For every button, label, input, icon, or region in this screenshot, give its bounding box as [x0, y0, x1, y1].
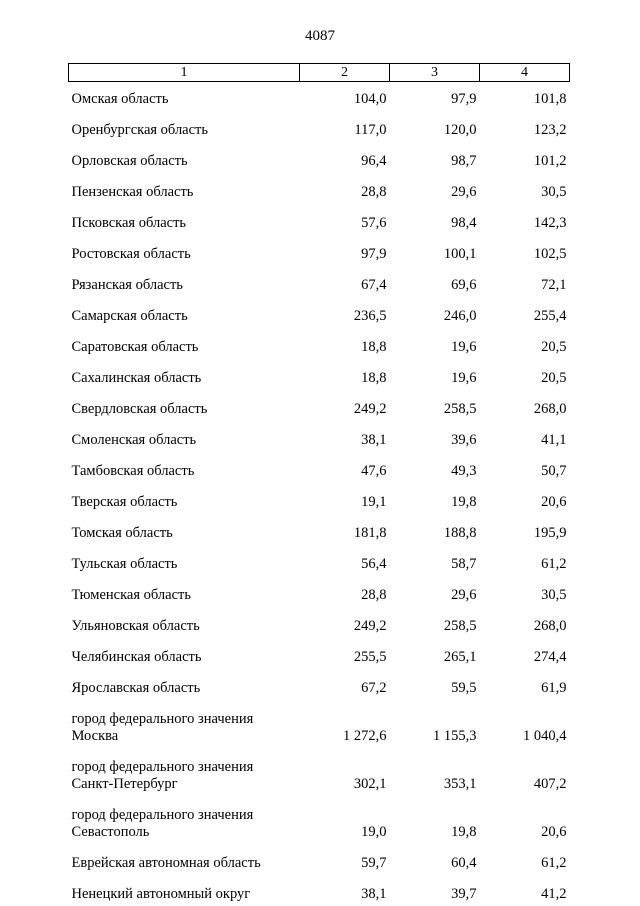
- table-row: [69, 235, 570, 266]
- value-cell-col3: 59,5: [390, 669, 480, 700]
- value-cell-col4: 1 040,4: [480, 700, 570, 748]
- region-name-cell: [69, 700, 300, 748]
- value-cell-col2: 19,0: [300, 796, 390, 844]
- table-row: [69, 266, 570, 297]
- value-cell-col4: 101,2: [480, 142, 570, 173]
- value-cell-col2: 57,6: [300, 204, 390, 235]
- region-name-line: Смоленская область: [72, 432, 300, 449]
- column-header-3: 3: [390, 64, 480, 82]
- value-cell-col2: 19,1: [300, 483, 390, 514]
- value-cell-col4: 30,5: [480, 173, 570, 204]
- region-name-line: Москва: [72, 728, 300, 745]
- page-number: 4087: [0, 28, 640, 45]
- value-cell-col3: 97,9: [390, 82, 480, 112]
- value-cell-col2: 59,7: [300, 844, 390, 875]
- value-cell-col4: 20,6: [480, 796, 570, 844]
- column-header-4: 4: [480, 64, 570, 82]
- region-name-cell: [69, 576, 300, 607]
- table-row: [69, 514, 570, 545]
- value-cell-col2: 181,8: [300, 514, 390, 545]
- value-cell-col4: 50,7: [480, 452, 570, 483]
- value-cell-col4: 123,2: [480, 111, 570, 142]
- region-name-line: Сахалинская область: [72, 370, 300, 387]
- table-row: [69, 173, 570, 204]
- value-cell-col2: 47,6: [300, 452, 390, 483]
- region-name-cell: [69, 390, 300, 421]
- region-name-cell: [69, 266, 300, 297]
- value-cell-col3: 1 155,3: [390, 700, 480, 748]
- region-name-line: город федерального значения: [72, 807, 300, 824]
- column-header-2: 2: [300, 64, 390, 82]
- region-name-line: город федерального значения: [72, 711, 300, 728]
- value-cell-col4: 407,2: [480, 748, 570, 796]
- region-name-cell: [69, 235, 300, 266]
- value-cell-col4: 72,1: [480, 266, 570, 297]
- region-name-cell: [69, 875, 300, 906]
- value-cell-col2: 67,2: [300, 669, 390, 700]
- value-cell-col3: 60,4: [390, 844, 480, 875]
- value-cell-col2: 38,1: [300, 421, 390, 452]
- value-cell-col4: 268,0: [480, 390, 570, 421]
- value-cell-col3: 100,1: [390, 235, 480, 266]
- region-name-line: Челябинская область: [72, 649, 300, 666]
- value-cell-col4: 255,4: [480, 297, 570, 328]
- table-row: [69, 204, 570, 235]
- value-cell-col3: 258,5: [390, 607, 480, 638]
- region-name-cell: [69, 796, 300, 844]
- region-name-cell: [69, 514, 300, 545]
- region-name-cell: [69, 111, 300, 142]
- value-cell-col4: 41,1: [480, 421, 570, 452]
- table-row: [69, 421, 570, 452]
- table-row: [69, 545, 570, 576]
- table-row: [69, 328, 570, 359]
- region-name-cell: [69, 359, 300, 390]
- value-cell-col3: 49,3: [390, 452, 480, 483]
- table-row: [69, 359, 570, 390]
- table-row: [69, 607, 570, 638]
- value-cell-col4: 61,9: [480, 669, 570, 700]
- value-cell-col3: 19,8: [390, 796, 480, 844]
- table-row: [69, 875, 570, 906]
- region-name-line: Саратовская область: [72, 339, 300, 356]
- value-cell-col2: 117,0: [300, 111, 390, 142]
- value-cell-col2: 18,8: [300, 359, 390, 390]
- value-cell-col3: 246,0: [390, 297, 480, 328]
- value-cell-col2: 255,5: [300, 638, 390, 669]
- value-cell-col3: 353,1: [390, 748, 480, 796]
- region-name-line: Рязанская область: [72, 277, 300, 294]
- region-name-line: Тверская область: [72, 494, 300, 511]
- region-name-cell: [69, 142, 300, 173]
- region-name-cell: [69, 173, 300, 204]
- region-name-line: Пензенская область: [72, 184, 300, 201]
- value-cell-col3: 39,7: [390, 875, 480, 906]
- column-header-1: 1: [69, 64, 300, 82]
- region-name-cell: [69, 204, 300, 235]
- value-cell-col4: 268,0: [480, 607, 570, 638]
- value-cell-col2: 104,0: [300, 82, 390, 112]
- region-name-line: Тульская область: [72, 556, 300, 573]
- table-row: [69, 576, 570, 607]
- region-name-line: Тамбовская область: [72, 463, 300, 480]
- value-cell-col4: 30,5: [480, 576, 570, 607]
- table-row: [69, 483, 570, 514]
- value-cell-col2: 249,2: [300, 390, 390, 421]
- region-name-cell: [69, 748, 300, 796]
- region-name-cell: [69, 483, 300, 514]
- value-cell-col4: 20,5: [480, 359, 570, 390]
- value-cell-col4: 142,3: [480, 204, 570, 235]
- region-name-cell: [69, 328, 300, 359]
- table-row: [69, 638, 570, 669]
- table-body: [69, 82, 570, 906]
- value-cell-col2: 18,8: [300, 328, 390, 359]
- value-cell-col2: 1 272,6: [300, 700, 390, 748]
- value-cell-col2: 97,9: [300, 235, 390, 266]
- value-cell-col4: 61,2: [480, 844, 570, 875]
- region-name-line: Ульяновская область: [72, 618, 300, 635]
- table-row: [69, 452, 570, 483]
- table-row: [69, 297, 570, 328]
- value-cell-col3: 265,1: [390, 638, 480, 669]
- value-cell-col3: 188,8: [390, 514, 480, 545]
- region-name-line: Ростовская область: [72, 246, 300, 263]
- region-name-cell: [69, 669, 300, 700]
- region-name-line: Омская область: [72, 91, 300, 108]
- table-row: [69, 844, 570, 875]
- value-cell-col3: 58,7: [390, 545, 480, 576]
- value-cell-col3: 29,6: [390, 576, 480, 607]
- value-cell-col4: 195,9: [480, 514, 570, 545]
- value-cell-col3: 98,4: [390, 204, 480, 235]
- region-name-line: город федерального значения: [72, 759, 300, 776]
- region-name-line: Севастополь: [72, 824, 300, 841]
- value-cell-col4: 41,2: [480, 875, 570, 906]
- value-cell-col4: 61,2: [480, 545, 570, 576]
- value-cell-col3: 19,6: [390, 328, 480, 359]
- region-name-cell: [69, 421, 300, 452]
- region-name-line: Оренбургская область: [72, 122, 300, 139]
- region-name-cell: [69, 844, 300, 875]
- region-name-cell: [69, 638, 300, 669]
- value-cell-col3: 120,0: [390, 111, 480, 142]
- data-table: [68, 63, 570, 906]
- region-name-cell: [69, 452, 300, 483]
- value-cell-col3: 258,5: [390, 390, 480, 421]
- value-cell-col2: 28,8: [300, 576, 390, 607]
- region-name-line: Еврейская автономная область: [72, 855, 300, 872]
- region-name-cell: [69, 607, 300, 638]
- region-name-line: Ярославская область: [72, 680, 300, 697]
- value-cell-col2: 56,4: [300, 545, 390, 576]
- value-cell-col3: 29,6: [390, 173, 480, 204]
- table-row: [69, 700, 570, 748]
- value-cell-col4: 101,8: [480, 82, 570, 112]
- table-row: [69, 82, 570, 112]
- region-name-cell: [69, 545, 300, 576]
- value-cell-col2: 28,8: [300, 173, 390, 204]
- region-name-cell: [69, 297, 300, 328]
- value-cell-col4: 20,5: [480, 328, 570, 359]
- table-row: [69, 142, 570, 173]
- region-name-line: Ненецкий автономный округ: [72, 886, 300, 903]
- region-name-line: Свердловская область: [72, 401, 300, 418]
- value-cell-col2: 96,4: [300, 142, 390, 173]
- region-name-line: Тюменская область: [72, 587, 300, 604]
- value-cell-col2: 249,2: [300, 607, 390, 638]
- table-row: [69, 796, 570, 844]
- region-name-cell: [69, 82, 300, 112]
- value-cell-col4: 20,6: [480, 483, 570, 514]
- region-name-line: Санкт-Петербург: [72, 776, 300, 793]
- value-cell-col3: 69,6: [390, 266, 480, 297]
- table-row: [69, 111, 570, 142]
- region-name-line: Самарская область: [72, 308, 300, 325]
- region-name-line: Орловская область: [72, 153, 300, 170]
- value-cell-col3: 98,7: [390, 142, 480, 173]
- value-cell-col2: 302,1: [300, 748, 390, 796]
- value-cell-col4: 274,4: [480, 638, 570, 669]
- table-header-row: [69, 64, 570, 82]
- value-cell-col3: 19,8: [390, 483, 480, 514]
- table-row: [69, 390, 570, 421]
- table-row: [69, 669, 570, 700]
- value-cell-col2: 67,4: [300, 266, 390, 297]
- value-cell-col3: 19,6: [390, 359, 480, 390]
- value-cell-col3: 39,6: [390, 421, 480, 452]
- value-cell-col2: 236,5: [300, 297, 390, 328]
- region-name-line: Псковская область: [72, 215, 300, 232]
- value-cell-col4: 102,5: [480, 235, 570, 266]
- value-cell-col2: 38,1: [300, 875, 390, 906]
- region-name-line: Томская область: [72, 525, 300, 542]
- table-row: [69, 748, 570, 796]
